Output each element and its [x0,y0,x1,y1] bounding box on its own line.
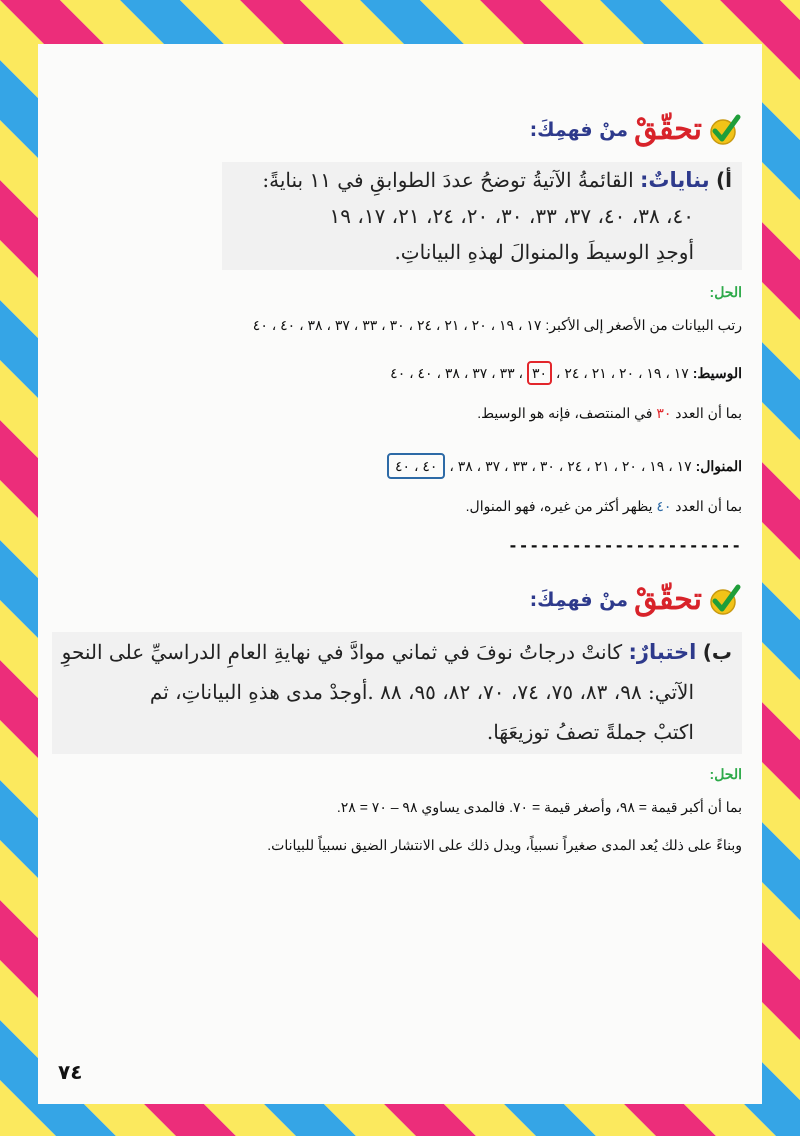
question-letter: ب) [702,640,732,664]
mode-explanation-start: بما أن العدد [675,498,742,514]
solution-label: الحل: [709,284,742,300]
page-sheet [38,44,762,1104]
mode-number: ٤٠ [656,498,672,514]
range-text: بما أن أكبر قيمة = ٩٨، وأصغر قيمة = ٧٠. فالمدى يساوي ٩٨ – ٧٠ = ٢٨. [336,799,742,815]
median-explanation-start: بما أن العدد [675,405,742,421]
question-box-test [52,632,742,754]
heading-sub: منْ فهمِكَ: [529,588,629,611]
question-line-1 [62,642,732,663]
check-icon [708,583,742,617]
question-line-1 [262,170,732,191]
page-number: ٧٤ [58,1060,83,1084]
mode-explanation-end: يظهر أكثر من غيره، فهو المنوال. [465,498,653,514]
question-letter: أ) [716,168,732,192]
check-icon [708,113,742,147]
mode-values-before: ١٧ ، ١٩ ، ٢٠ ، ٢١ ، ٢٤ ، ٣٠ ، ٣٣ ، ٣٧ ، ٣٨ ، [449,458,692,474]
question-title: اختبارٌ: [628,640,697,664]
section-divider: ---------------------- [508,536,742,555]
heading-main: تحقّقْ [634,582,702,617]
question-line-2: الآتي: ٩٨، ٨٣، ٧٥، ٧٤، ٧٠، ٨٢، ٩٥، ٨٨ .أوجدْ مدى هذهِ البياناتِ، ثم [149,680,694,704]
question-text: كانتْ درجاتُ نوفَ في ثماني موادَّ في نهايةِ العامِ الدراسيِّ على النحوِ [61,640,623,664]
check-understanding-heading-1 [530,112,742,148]
mode-label: المنوال: [695,458,742,474]
heading-main: تحقّقْ [634,112,702,147]
median-values-after: ، ٣٣ ، ٣٧ ، ٣٨ ، ٤٠ ، ٤٠ [390,365,524,381]
sorted-data-text: رتب البيانات من الأصغر إلى الأكبر: ١٧ ، ١٩ ، ٢٠ ، ٢١ ، ٢٤ ، ٣٠ ، ٣٣ ، ٣٧ ، ٣٨ ، ٤٠ ، ٤٠ [252,317,742,333]
check-understanding-heading-2 [530,582,742,618]
mode-explanation [466,499,742,513]
mode-highlight: ٤٠ ، ٤٠ [387,453,445,479]
median-label: الوسيط: [692,365,742,381]
mode-line [387,459,742,473]
question-line-3: اكتبْ جملةً تصفُ توزيعَهَا. [486,720,694,744]
median-highlight: ٣٠ [527,361,552,385]
question-text: القائمةُ الآتيةُ توضحُ عددَ الطوابقِ في ١١ بنايةً: [262,168,634,192]
question-title: بناياتٌ: [640,168,710,192]
conclusion-text: وبناءً على ذلك يُعد المدى صغيراً نسبياً، ويدل ذلك على الانتشار الضيق نسبياً للبيانات. [267,837,742,853]
median-line [390,366,742,380]
question-line-2: ٤٠، ٣٨، ٤٠، ٣٧، ٣٣، ٣٠، ٢٠، ٢٤، ٢١، ١٧، ١٩ [329,204,694,228]
median-values-before: ١٧ ، ١٩ ، ٢٠ ، ٢١ ، ٢٤ ، [555,365,689,381]
median-number: ٣٠ [656,405,672,421]
median-explanation [477,406,742,420]
heading-sub: منْ فهمِكَ: [529,118,629,141]
median-explanation-end: في المنتصف، فإنه هو الوسيط. [477,405,653,421]
question-line-3: أوجدِ الوسيطَ والمنوالَ لهذهِ البياناتِ. [394,240,694,264]
question-box-buildings [222,162,742,270]
solution-label: الحل: [709,766,742,782]
